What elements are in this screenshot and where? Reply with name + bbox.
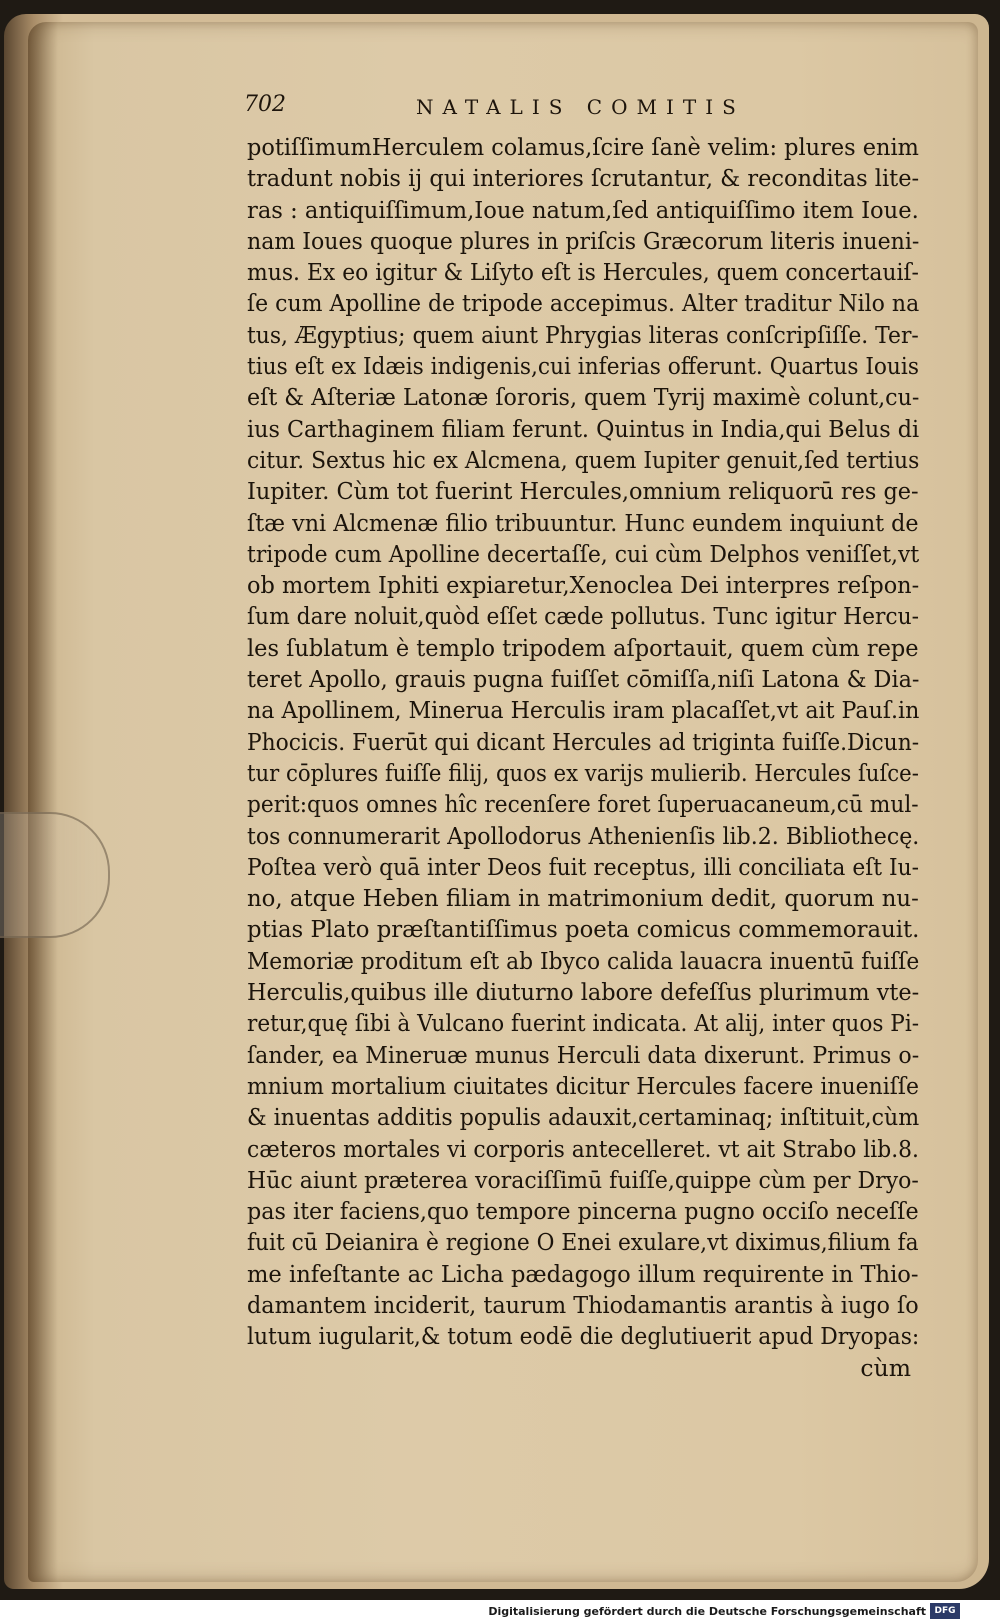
text-line: citur. Sextus hic ex Alcmena, quem Iupiter genuit,ſed tertius xyxy=(247,445,920,474)
text-line: Phocicis. Fuerūt qui dicant Hercules ad triginta fuiſſe.Dicun- xyxy=(247,727,920,756)
text-line: pas iter faciens,quo tempore pincerna pugno occiſo neceſſe xyxy=(247,1197,919,1226)
page-header xyxy=(244,92,804,122)
text-line: nam Ioues quoque plures in priſcis Græcorum literis inueni- xyxy=(247,226,920,255)
text-line: les ſublatum è templo tripodem aſportauit, quem cùm repe xyxy=(247,633,919,662)
text-line: no, atque Heben filiam in matrimonium dedit, quorum nu- xyxy=(247,884,919,913)
text-line: ſtæ vni Alcmenæ filio tribuuntur. Hunc eundem inquiunt de xyxy=(247,508,919,537)
text-line: tius eſt ex Idæis indigenis,cui inferias offerunt. Quartus Iouis xyxy=(247,352,919,381)
text-line: tur cōplures fuiſſe filij, quos ex varijs mulierib. Hercules ſuſce- xyxy=(247,758,919,787)
text-line: fuit cū Deianira è regione O Enei exulare,vt diximus,filium fa xyxy=(247,1228,919,1257)
text-line: Iupiter. Cùm tot fuerint Hercules,omnium reliquorū res ge- xyxy=(247,477,919,506)
text-line: cæteros mortales vi corporis antecelleret. vt ait Strabo lib.8. xyxy=(247,1134,919,1163)
text-line: ptias Plato præſtantiſſimus poeta comicus commemorauit. xyxy=(247,915,920,944)
text-line: damantem inciderit, taurum Thiodamantis arantis à iugo ſo xyxy=(247,1290,919,1319)
text-line: ob mortem Iphiti expiaretur,Xenoclea Dei interpres reſpon- xyxy=(247,571,920,600)
page-number: 702 xyxy=(244,92,286,117)
catchword: cùm xyxy=(860,1353,911,1382)
text-line: retur,quę ſibi à Vulcano fuerint indicata. At alij, inter quos Pi- xyxy=(247,1009,920,1038)
text-line: mus. Ex eo igitur & Liſyto eſt is Hercules, quem concertauiſ- xyxy=(247,258,919,287)
text-line: tus, Ægyptius; quem aiunt Phrygias literas conſcripſiſſe. Ter- xyxy=(247,320,919,349)
text-line: Memoriæ proditum eſt ab Ibyco calida lauacra inuentū fuiſſe xyxy=(247,946,920,975)
text-line: teret Apollo, grauis pugna fuiſſet cōmiſſa,niſi Latona & Dia- xyxy=(247,665,920,694)
text-line: mnium mortalium ciuitates dicitur Hercules facere inueniſſe xyxy=(247,1071,919,1100)
text-line: na Apollinem, Minerua Herculis iram placaſſet,vt ait Pauſ.in xyxy=(247,696,920,725)
text-line: ſander, ea Mineruæ munus Herculi data dixerunt. Primus o- xyxy=(247,1040,920,1069)
dfg-logo: DFG xyxy=(930,1603,960,1619)
text-line: ras : antiquiſſimum,Ioue natum,ſed antiquiſſimo item Ioue. xyxy=(247,195,919,224)
digitization-footer xyxy=(0,1600,1000,1624)
text-line: potiſſimumHerculem colamus,ſcire ſanè velim: plures enim xyxy=(247,133,919,161)
text-line: Hūc aiunt præterea voraciſſimū fuiſſe,quippe cùm per Dryo- xyxy=(247,1165,919,1194)
text-line: Poſtea verò quā inter Deos fuit receptus, illi conciliata eſt Iu- xyxy=(247,852,919,881)
text-line: eſt & Aſteriæ Latonæ ſororis, quem Tyrij maximè colunt,cu- xyxy=(247,383,920,412)
page-gutter-shadow xyxy=(28,22,58,1582)
text-line: ius Carthaginem filiam ferunt. Quintus in India,qui Belus di xyxy=(247,414,920,443)
paper-clip xyxy=(0,812,110,938)
text-line: Herculis,quibus ille diuturno labore defeſſus plurimum vte- xyxy=(247,978,920,1007)
body-text xyxy=(247,132,919,1384)
text-line: perit:quos omnes hîc recenſere foret ſuperuacaneum,cū mul- xyxy=(247,790,919,819)
text-line: tradunt nobis ij qui interiores ſcrutantur, & reconditas lite- xyxy=(247,164,920,193)
text-line: ſum dare noluit,quòd eſſet cæde pollutus. Tunc igitur Hercu- xyxy=(247,602,920,631)
text-line: ſe cum Apolline de tripode accepimus. Alter traditur Nilo na xyxy=(247,289,920,318)
text-line: & inuentas additis populis adauxit,certaminaq; inſtituit,cùm xyxy=(247,1103,920,1132)
text-line: tos connumerarit Apollodorus Athenienſis lib.2. Bibliothecę. xyxy=(247,821,920,850)
text-line: lutum iugularit,& totum eodē die deglutiuerit apud Dryopas: xyxy=(247,1322,920,1351)
text-line: tripode cum Apolline decertaſſe, cui cùm Delphos veniſſet,vt xyxy=(247,539,920,568)
text-line: me infeſtante ac Licha pædagogo illum requirente in Thio- xyxy=(247,1259,919,1288)
funding-credit: Digitalisierung gefördert durch die Deutsche Forschungsgemeinschaft xyxy=(488,1605,926,1618)
running-title: NATALIS COMITIS xyxy=(416,95,745,119)
